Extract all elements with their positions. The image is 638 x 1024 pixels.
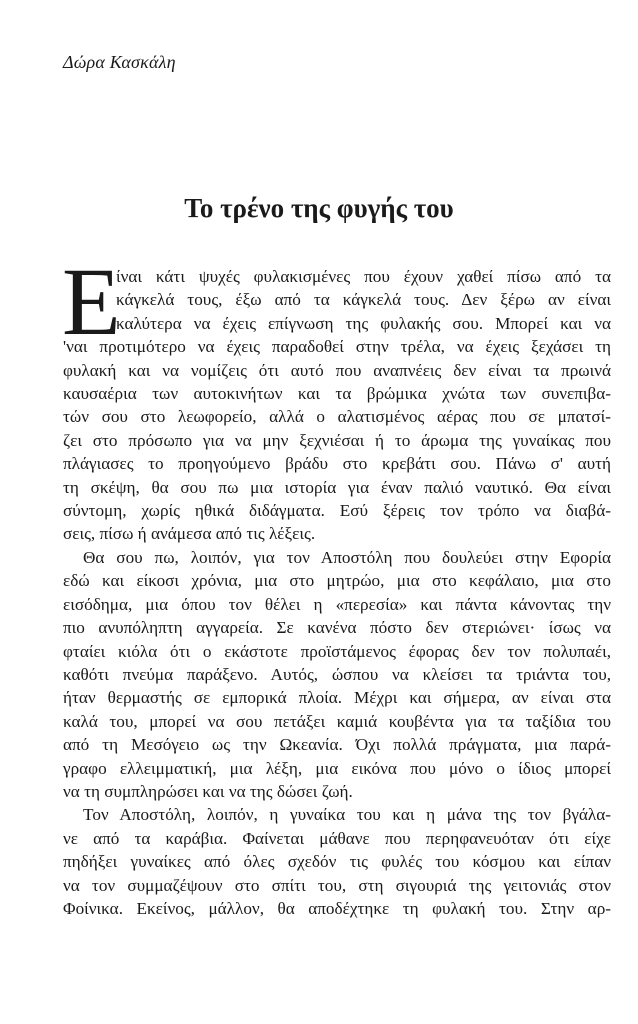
text-line: εισόδημα, μια όπου τον θέλει η «περεσία» και πάντα κάνοντας την bbox=[63, 594, 611, 614]
drop-cap: Ε bbox=[62, 248, 121, 355]
text-line: Τον Αποστόλη, λοιπόν, η γυναίκα του και η μάνα της τον βγάλα- bbox=[83, 805, 611, 825]
text-line: 'ναι προτιμότερο να έχεις παραδοθεί στην τρέλα, να έχεις ξεχάσει τη bbox=[63, 337, 611, 357]
text-line: Φοίνικα. Εκείνος, μάλλον, θα αποδέχτηκε τη φυλακή του. Στην αρ- bbox=[63, 898, 611, 918]
author-name: Δώρα Κασκάλη bbox=[63, 52, 176, 72]
text-line: καλύτερα να έχεις επίγνωση της φυλακής σου. Μπορεί και να bbox=[116, 313, 611, 333]
text-line: ήταν θερμαστής σε εμπορικά πλοία. Μέχρι και σήμερα, αν είναι στα bbox=[63, 688, 611, 708]
text-line: πηδήξει γυναίκες από όλες σχεδόν τις φυλές του κόσμου και είπαν bbox=[63, 852, 611, 872]
text-line: φταίει κιόλα ότι ο εκάστοτε προϊστάμενος έφορας δεν τον πολυπαέι, bbox=[63, 641, 611, 661]
text-line: κάγκελά τους, έξω από τα κάγκελά τους. Δεν ξέρω αν είναι bbox=[116, 290, 611, 310]
text-line: νε από τα καράβια. Φαίνεται μάθανε που περηφανευόταν ότι είχε bbox=[63, 828, 611, 848]
text-line: από τη Μεσόγειο ως την Ωκεανία. Όχι πολλά πράγματα, μια παρά- bbox=[63, 735, 611, 755]
text-line: καυσαέρια των αυτοκινήτων και τα βρώμικα χνώτα των συνεπιβα- bbox=[63, 384, 611, 404]
text-line: καθότι πνεύμα παράξενο. Αυτός, ώσπου να κλείσει τα τριάντα του, bbox=[63, 664, 611, 684]
story-body bbox=[63, 265, 611, 920]
text-line: ίναι κάτι ψυχές φυλακισμένες που έχουν χαθεί πίσω από τα bbox=[116, 267, 611, 286]
text-line: τών σου στο λεωφορείο, αλλά ο αλατισμένος αέρας που σε μπατσί- bbox=[63, 407, 611, 427]
text-line: να τον συμμαζέψουν στο σπίτι του, στη σιγουριά της γειτονιάς στον bbox=[63, 875, 611, 895]
text-line: καλά του, μπορεί να σου πετάξει καμιά κουβέντα για τα ταξίδια του bbox=[63, 711, 611, 731]
text-line: σύντομη, χωρίς ηθικά διδάγματα. Εσύ ξέρεις τον τρόπο να διαβά- bbox=[63, 501, 611, 521]
text-line: τη σκέψη, θα σου πω μια ιστορία για έναν παλιό ναυτικό. Θα είναι bbox=[63, 477, 611, 497]
text-line: να τη συμπληρώσει και να της δώσει ζωή. bbox=[63, 781, 353, 801]
text-line: ζει στο πρόσωπο για να μην ξεχνιέσαι ή το άρωμα της γυναίκας που bbox=[63, 430, 611, 450]
text-line: εδώ και είκοσι χρόνια, μια στο μητρώο, μια στο κεφάλαιο, μια στο bbox=[63, 571, 611, 591]
text-line: Θα σου πω, λοιπόν, για τον Αποστόλη που δουλεύει στην Εφορία bbox=[83, 547, 611, 567]
text-line: γραφο ελλειμματική, μια λέξη, μια εικόνα που μόνο ο ίδιος μπορεί bbox=[63, 758, 611, 778]
text-line: σεις, πίσω ή ανάμεσα από τις λέξεις. bbox=[63, 524, 316, 544]
story-title: Το τρένο της φυγής του bbox=[184, 193, 454, 223]
text-line: φυλακή και να νομίζεις ότι αυτό που αναπνέεις δεν είναι τα πρωινά bbox=[63, 360, 611, 380]
text-line: πιο ανυπόληπτη αγγαρεία. Σε κανένα πόστο δεν στεριώνει· ίσως να bbox=[63, 618, 611, 638]
text-line: πλάγιασες το προηγούμενο βράδυ στο κρεβάτι σου. Πάνω σ' αυτή bbox=[63, 454, 611, 474]
